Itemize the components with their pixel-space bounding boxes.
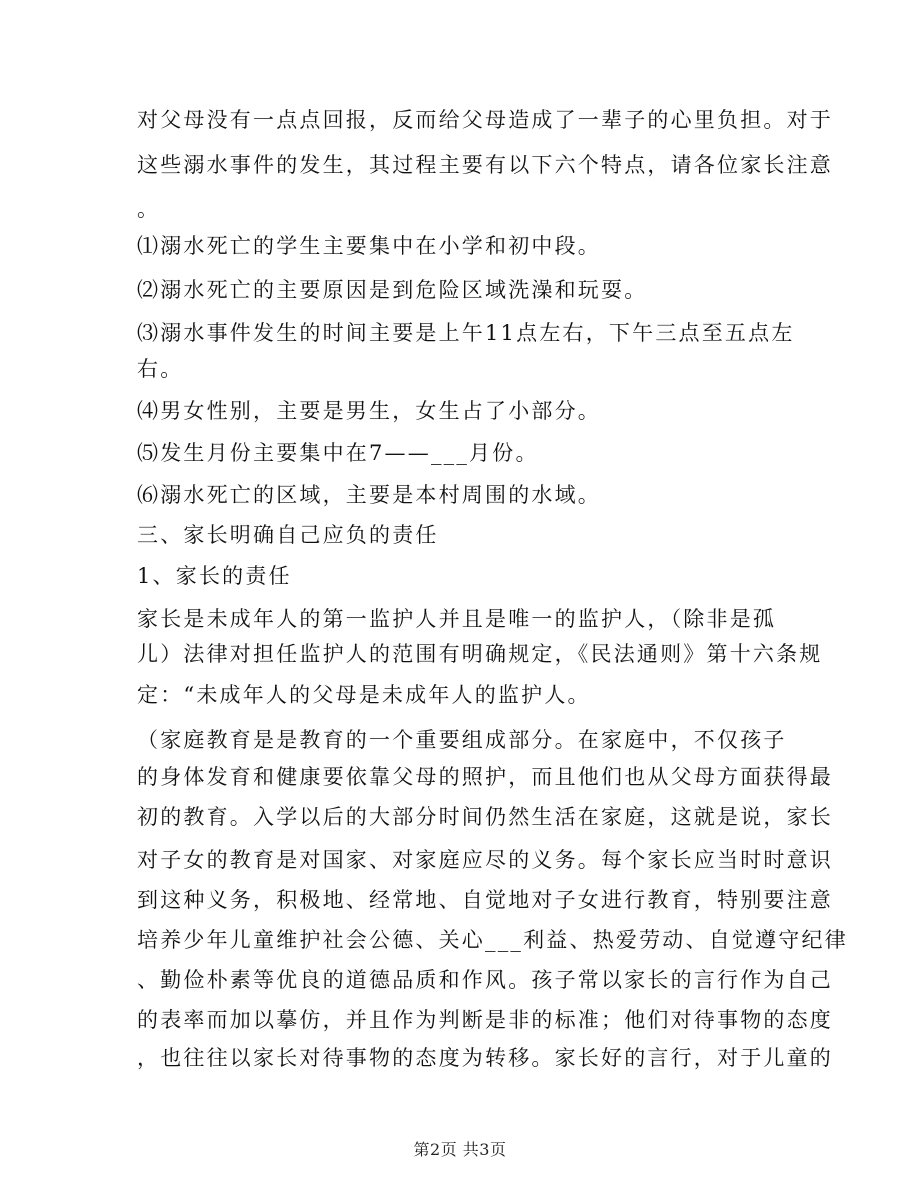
list-item: ⑶溺水事件发生的时间主要是上午11点左右，下午三点至五点左 (137, 321, 795, 345)
text-line: 培养少年儿童维护社会公德、关心___利益、热爱劳动、自觉遵守纪律 (137, 928, 848, 952)
text-line: 这些溺水事件的发生，其过程主要有以下六个特点，请各位家长注意 (137, 153, 833, 177)
list-item: ⑹溺水死亡的区域，主要是本村周围的水域。 (137, 483, 601, 507)
text-line: 初的教育。入学以后的大部分时间仍然生活在家庭，这就是说，家长 (137, 805, 833, 829)
text-line: （家庭教育是是教育的一个重要组成部分。在家庭中，不仅孩子 (137, 728, 787, 752)
subsection-heading: 1、家长的责任 (137, 564, 292, 588)
list-item: ⑸发生月份主要集中在7——___月份。 (137, 441, 539, 465)
text-line: 到这种义务，积极地、经常地、自觉地对子女进行教育，特别要注意 (137, 888, 833, 912)
text-line: 、勤俭朴素等优良的道德品质和作风。孩子常以家长的言行作为自己 (137, 968, 833, 992)
text-line: 的表率而加以摹仿，并且作为判断是非的标准；他们对待事物的态度 (137, 1008, 833, 1032)
list-item: ⑷男女性别，主要是男生，女生占了小部分。 (137, 399, 601, 423)
text-line: 的身体发育和健康要依靠父母的照护，而且他们也从父母方面获得最 (137, 765, 833, 789)
list-item: ⑴溺水死亡的学生主要集中在小学和初中段。 (137, 234, 601, 258)
text-line: 定：“未成年人的父母是未成年人的监护人。 (137, 683, 591, 707)
text-line: 右。 (137, 357, 184, 381)
text-line: 家长是未成年人的第一监护人并且是唯一的监护人，（除非是孤 (137, 607, 777, 631)
page-number-footer: 第2页 共3页 (413, 1140, 507, 1159)
text-line: 。 (137, 197, 161, 221)
list-item: ⑵溺水死亡的主要原因是到危险区域洗澡和玩耍。 (137, 278, 648, 302)
text-line: ，也往往以家长对待事物的态度为转移。家长好的言行，对于儿童的 (137, 1046, 833, 1070)
section-heading: 三、家长明确自己应负的责任 (137, 523, 439, 547)
text-line: 对子女的教育是对国家、对家庭应尽的义务。每个家长应当时时意识 (137, 848, 833, 872)
text-line: 儿）法律对担任监护人的范围有明确规定，《民法通则》第十六条规 (137, 642, 823, 666)
text-line: 对父母没有一点点回报，反而给父母造成了一辈子的心里负担。对于 (137, 108, 833, 132)
